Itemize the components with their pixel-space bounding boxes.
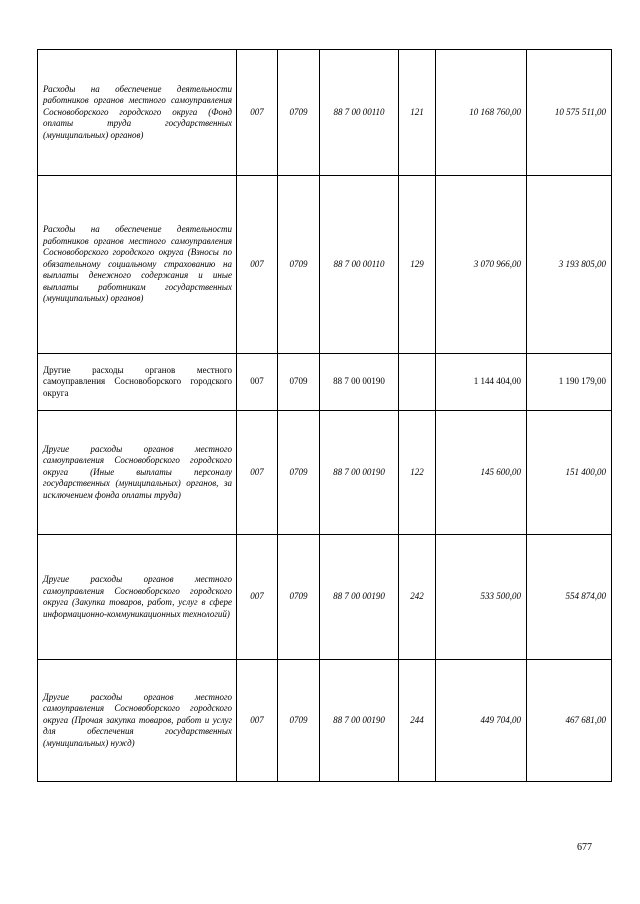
section-cell: 0709 — [278, 176, 320, 354]
target-article-cell: 88 7 00 00110 — [320, 50, 399, 176]
amount-cell-1: 3 070 966,00 — [436, 176, 527, 354]
table-row — [38, 535, 612, 660]
section-cell: 0709 — [278, 411, 320, 535]
target-article-cell: 88 7 00 00190 — [320, 535, 399, 660]
expense-type-cell: 122 — [399, 411, 436, 535]
expense-type-cell — [399, 354, 436, 411]
table-row — [38, 354, 612, 411]
row-description: Другие расходы органов местного самоуправления Сосновоборского городского округа (Закупка товаров, работ, услуг в сфере информационно-коммуникационных технологий) — [38, 535, 237, 660]
target-article-cell: 88 7 00 00190 — [320, 660, 399, 782]
target-article-cell: 88 7 00 00190 — [320, 411, 399, 535]
section-cell: 0709 — [278, 535, 320, 660]
amount-cell-1: 1 144 404,00 — [436, 354, 527, 411]
section-cell: 0709 — [278, 660, 320, 782]
row-description: Другие расходы органов местного самоуправления Сосновоборского городского округа — [38, 354, 237, 411]
table-row — [38, 176, 612, 354]
code-cell: 007 — [237, 660, 278, 782]
table-row — [38, 50, 612, 176]
amount-cell-2: 467 681,00 — [527, 660, 612, 782]
target-article-cell: 88 7 00 00190 — [320, 354, 399, 411]
code-cell: 007 — [237, 50, 278, 176]
code-cell: 007 — [237, 411, 278, 535]
amount-cell-1: 10 168 760,00 — [436, 50, 527, 176]
amount-cell-2: 1 190 179,00 — [527, 354, 612, 411]
amount-cell-1: 145 600,00 — [436, 411, 527, 535]
section-cell: 0709 — [278, 354, 320, 411]
amount-cell-2: 554 874,00 — [527, 535, 612, 660]
page-number: 677 — [577, 842, 592, 853]
row-description: Другие расходы органов местного самоуправления Сосновоборского городского округа (Иные выплаты персоналу государственных (муниципальных) органов, за исключением фонда оплаты труда) — [38, 411, 237, 535]
amount-cell-2: 10 575 511,00 — [527, 50, 612, 176]
code-cell: 007 — [237, 354, 278, 411]
expense-type-cell: 244 — [399, 660, 436, 782]
row-description: Другие расходы органов местного самоуправления Сосновоборского городского округа (Прочая закупка товаров, работ и услуг для обеспечения государственных (муниципальных) нужд) — [38, 660, 237, 782]
code-cell: 007 — [237, 176, 278, 354]
amount-cell-1: 449 704,00 — [436, 660, 527, 782]
amount-cell-2: 3 193 805,00 — [527, 176, 612, 354]
section-cell: 0709 — [278, 50, 320, 176]
amount-cell-1: 533 500,00 — [436, 535, 527, 660]
expense-type-cell: 129 — [399, 176, 436, 354]
table-row — [38, 411, 612, 535]
row-description: Расходы на обеспечение деятельности работников органов местного самоуправления Сосновоборского городского округа (Фонд оплаты труда государственных (муниципальных) органов) — [38, 50, 237, 176]
amount-cell-2: 151 400,00 — [527, 411, 612, 535]
target-article-cell: 88 7 00 00110 — [320, 176, 399, 354]
row-description: Расходы на обеспечение деятельности работников органов местного самоуправления Сосновоборского городского округа (Взносы по обязательному социальному страхованию на выплаты денежного содержания и иные выплаты работникам государственных (муниципальных) органов) — [38, 176, 237, 354]
expense-type-cell: 242 — [399, 535, 436, 660]
budget-table — [37, 49, 612, 782]
code-cell: 007 — [237, 535, 278, 660]
table-row — [38, 660, 612, 782]
expense-type-cell: 121 — [399, 50, 436, 176]
